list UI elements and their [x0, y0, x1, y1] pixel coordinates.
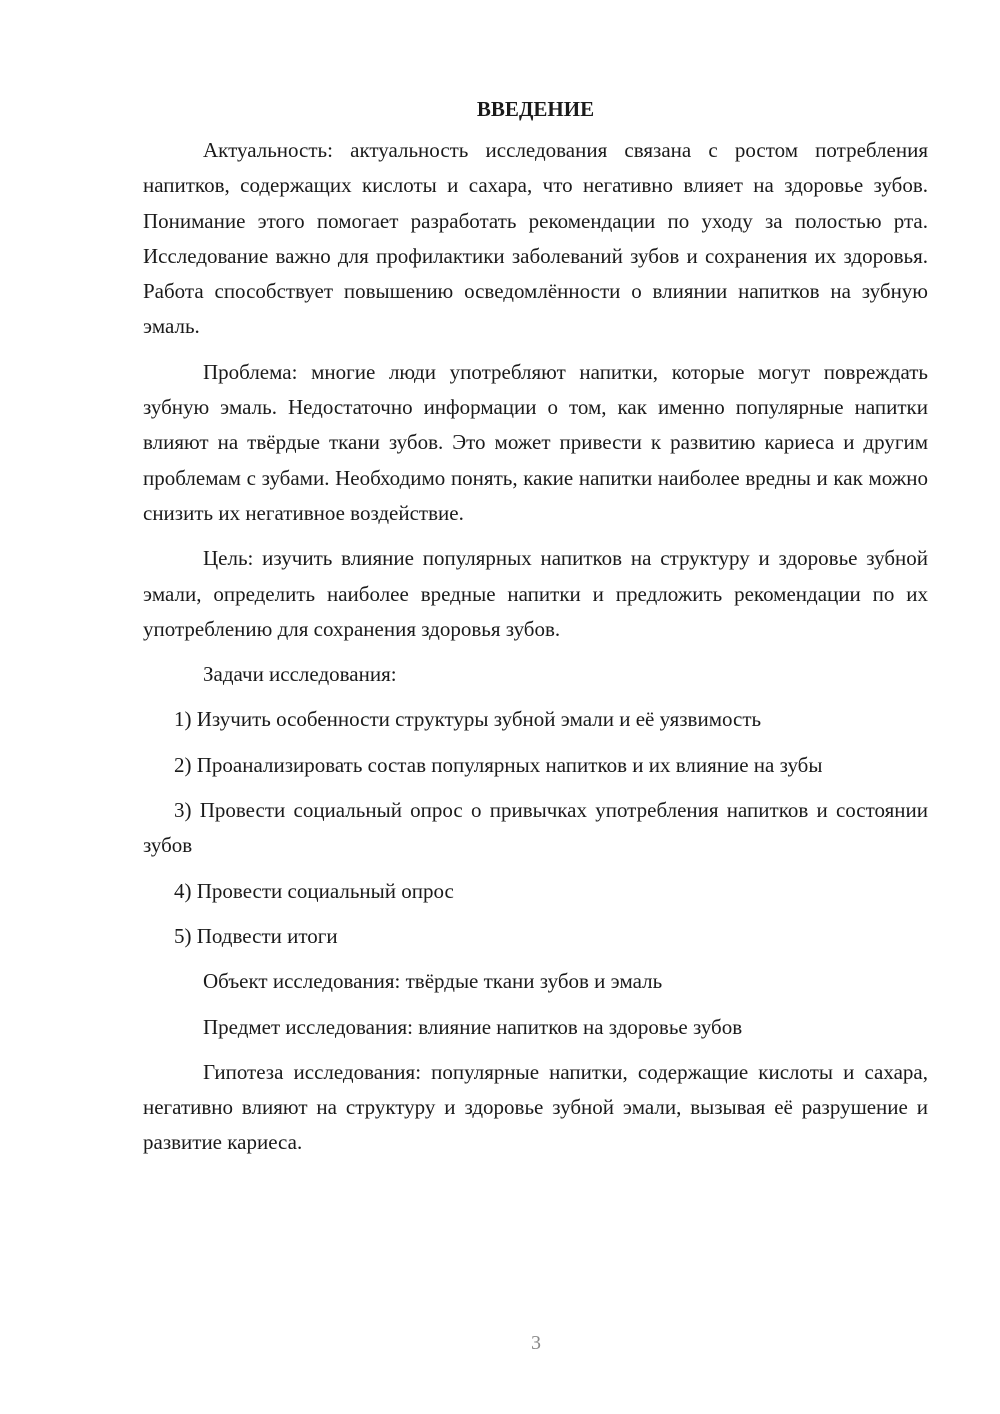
task-item-1: 1) Изучить особенности структуры зубной эмали и её уязвимость — [174, 707, 762, 732]
problem-paragraph: Проблема: многие люди употребляют напитки, которые могут повреждать зубную эмаль. Недостаточно информации о том, как именно популярные напитки влияют на твёрдые ткани зубов. Это может привести к развитию кариеса и другим проблемам с зубами. Необходимо понять, какие напитки наиболее вредны и как можно снизить их негативное воздействие. — [143, 359, 928, 525]
task-item-3: 3) Провести социальный опрос о привычках употребления напитков и состоянии зубов — [143, 798, 928, 858]
task-item-4: 4) Провести социальный опрос — [174, 878, 454, 903]
research-subject: Предмет исследования: влияние напитков на здоровье зубов — [203, 1014, 743, 1039]
task-item-2: 2) Проанализировать состав популярных напитков и их влияние на зубы — [174, 752, 823, 777]
tasks-heading: Задачи исследования: — [203, 662, 397, 687]
hypothesis-paragraph: Гипотеза исследования: популярные напитки, содержащие кислоты и сахара, негативно влияют на структуру и здоровье зубной эмали, вызывая её разрушение и развитие кариеса. — [143, 1059, 928, 1155]
document-page — [143, 92, 928, 1171]
page-title: ВВЕДЕНИЕ — [476, 97, 595, 121]
page-number: 3 — [531, 1332, 541, 1354]
task-item-5: 5) Подвести итоги — [174, 923, 338, 948]
goal-paragraph: Цель: изучить влияние популярных напитков на структуру и здоровье зубной эмали, определить наиболее вредные напитки и предложить рекомендации по их употреблению для сохранения здоровья зубов. — [143, 546, 928, 641]
relevance-paragraph: Актуальность: актуальность исследования связана с ростом потребления напитков, содержащих кислоты и сахара, что негативно влияет на здоровье зубов. Понимание этого помогает разработать рекомендации по уходу за полостью рта. Исследование важно для профилактики заболеваний зубов и сохранения их здоровья. Работа способствует повышению осведомлённости о влиянии напитков на зубную эмаль. — [143, 138, 928, 339]
research-object: Объект исследования: твёрдые ткани зубов и эмаль — [203, 969, 663, 994]
